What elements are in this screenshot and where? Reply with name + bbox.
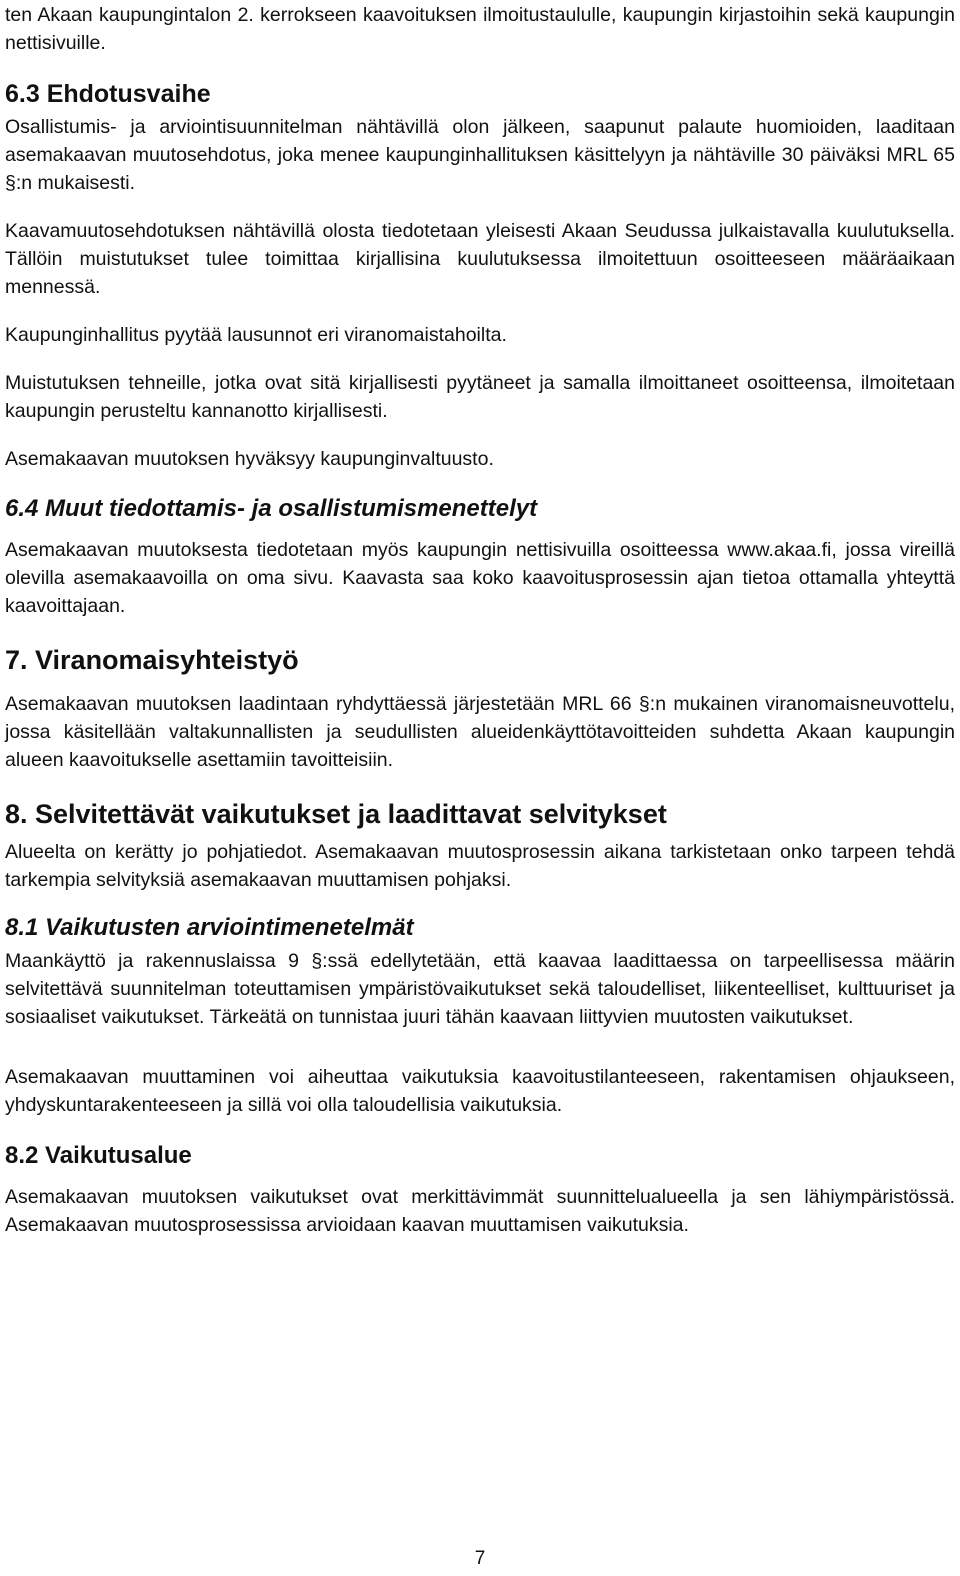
paragraph-6-3-2: Kaavamuutosehdotuksen nähtävillä olosta tiedotetaan yleisesti Akaan Seudussa julkaistavalla kuulutuksella. Tällöin muistutukset tulee toimittaa kirjallisina kuulutuksessa ilmoitettuun osoitteeseen määräaikaan mennessä. [5, 220, 955, 298]
paragraph-6-3-3: Kaupunginhallitus pyytää lausunnot eri viranomaistahoilta. [5, 324, 507, 346]
paragraph-8-1-2: Asemakaavan muuttaminen voi aiheuttaa vaikutuksia kaavoitustilanteeseen, rakentamisen ohjaukseen, yhdyskuntarakenteeseen ja sillä voi olla taloudellisia vaikutuksia. [5, 1066, 955, 1116]
paragraph-6-4-1: Asemakaavan muutoksesta tiedotetaan myös kaupungin nettisivuilla osoitteessa www.akaa.fi, jossa vireillä olevilla asemakaavoilla on oma sivu. Kaavasta saa koko kaavoitusprosessin ajan tietoa ottamalla yhteyttä kaavoittajaan. [5, 539, 955, 617]
paragraph-8-2-1: Asemakaavan muutoksen vaikutukset ovat merkittävimmät suunnittelualueella ja sen lähiympäristössä. Asemakaavan muutosprosessissa arvioidaan kaavan muuttamisen vaikutuksia. [5, 1186, 955, 1236]
paragraph-6-3-1: Osallistumis- ja arviointisuunnitelman nähtävillä olon jälkeen, saapunut palaute huomioiden, laaditaan asemakaavan muutosehdotus, joka menee kaupunginhallituksen käsittelyyn ja nähtäville 30 päiväksi MRL 65 §:n mukaisesti. [5, 116, 955, 194]
heading-6-3: 6.3 Ehdotusvaihe [5, 80, 211, 108]
document-page [5, 0, 955, 1239]
paragraph-8-1-1: Maankäyttö ja rakennuslaissa 9 §:ssä edellytetään, että kaavaa laadittaessa on tarpeellisessa määrin selvitettävä suunnitelman toteuttamisen ympäristövaikutukset sekä taloudelliset, liikenteelliset, kulttuuriset ja sosiaaliset vaikutukset. Tärkeätä on tunnistaa juuri tähän kaavaan liittyvien muutosten vaikutukset. [5, 950, 955, 1028]
heading-6-4: 6.4 Muut tiedottamis- ja osallistumismenettelyt [5, 495, 538, 522]
heading-8-2: 8.2 Vaikutusalue [5, 1142, 192, 1169]
heading-8: 8. Selvitettävät vaikutukset ja laadittavat selvitykset [5, 799, 667, 829]
paragraph-8-1: Alueelta on kerätty jo pohjatiedot. Asemakaavan muutosprosessin aikana tarkistetaan onko tarpeen tehdä tarkempia selvityksiä asemakaavan muuttamisen pohjaksi. [5, 841, 955, 891]
paragraph-6-3-5: Asemakaavan muutoksen hyväksyy kaupunginvaltuusto. [5, 448, 494, 470]
page-number: 7 [474, 1548, 486, 1569]
heading-8-1: 8.1 Vaikutusten arviointimenetelmät [5, 914, 414, 941]
paragraph-7-1: Asemakaavan muutoksen laadintaan ryhdyttäessä järjestetään MRL 66 §:n mukainen viranomaisneuvottelu, jossa käsitellään valtakunnallisten ja seudullisten alueidenkäyttötavoitteiden suhdetta Akaan kaupungin alueen kaavoitukselle asettamiin tavoitteisiin. [5, 693, 955, 771]
heading-7: 7. Viranomaisyhteistyö [5, 645, 299, 675]
paragraph-6-3-4: Muistutuksen tehneille, jotka ovat sitä kirjallisesti pyytäneet ja samalla ilmoittaneet osoitteensa, ilmoitetaan kaupungin perusteltu kannanotto kirjallisesti. [5, 372, 955, 422]
intro-fragment: ten Akaan kaupungintalon 2. kerrokseen kaavoituksen ilmoitustaululle, kaupungin kirjastoihin sekä kaupungin nettisivuille. [5, 4, 955, 54]
